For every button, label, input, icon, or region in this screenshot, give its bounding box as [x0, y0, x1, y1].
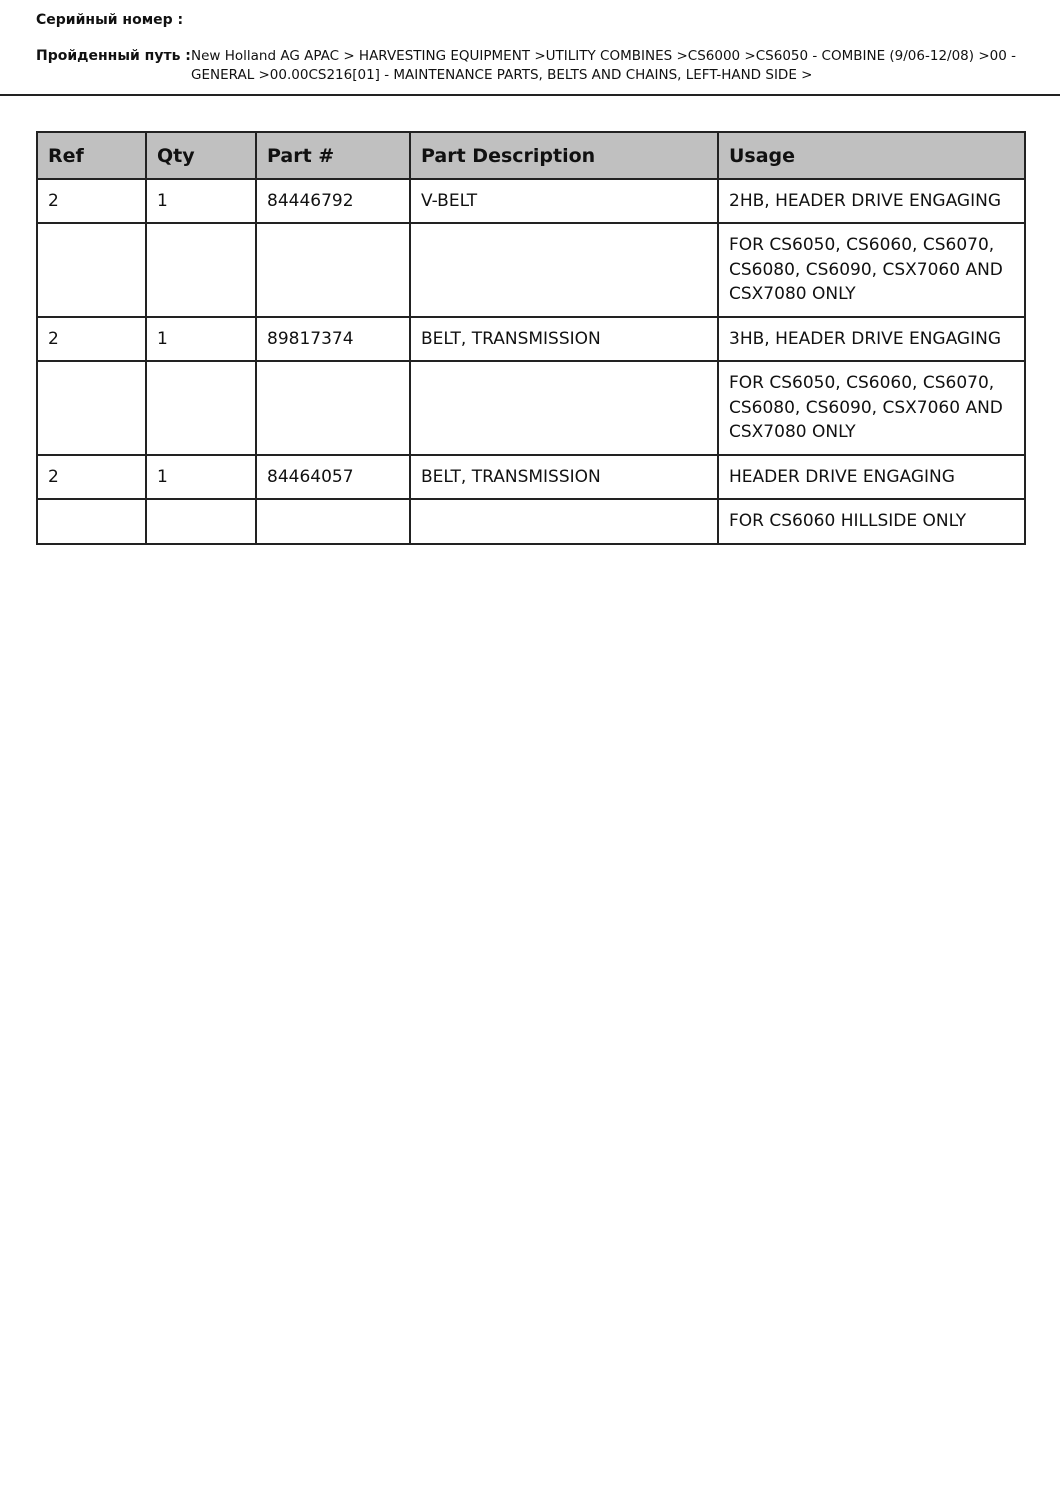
column-header-usage: Usage	[718, 132, 1025, 179]
part-description-cell	[410, 223, 718, 317]
part-number-cell	[256, 361, 410, 455]
table-row	[37, 361, 1025, 455]
breadcrumb	[36, 47, 1026, 85]
usage-cell: 3HB, HEADER DRIVE ENGAGING	[718, 317, 1025, 362]
qty-cell: 1	[146, 455, 256, 500]
part-number-cell: 84446792	[256, 179, 410, 224]
qty-cell: 1	[146, 317, 256, 362]
ref-cell	[37, 223, 146, 317]
qty-cell: 1	[146, 179, 256, 224]
qty-cell	[146, 499, 256, 544]
part-number-cell: 84464057	[256, 455, 410, 500]
part-description-cell: BELT, TRANSMISSION	[410, 317, 718, 362]
document-header	[36, 10, 1026, 85]
part-number-cell: 89817374	[256, 317, 410, 362]
parts-table	[36, 131, 1026, 545]
header-divider	[0, 94, 1060, 96]
breadcrumb-path: New Holland AG APAC > HARVESTING EQUIPMENT >UTILITY COMBINES >CS6000 >CS6050 - COMBINE (9/06-12/08) >00 - GENERAL >00.00CS216[01] - MAINTENANCE PARTS, BELTS AND CHAINS, LEFT-HAND SIDE >	[191, 48, 1016, 83]
table-header-row	[37, 132, 1025, 179]
usage-cell: 2HB, HEADER DRIVE ENGAGING	[718, 179, 1025, 224]
ref-cell: 2	[37, 179, 146, 224]
usage-cell: FOR CS6060 HILLSIDE ONLY	[718, 499, 1025, 544]
qty-cell	[146, 223, 256, 317]
column-header-part-number: Part #	[256, 132, 410, 179]
qty-cell	[146, 361, 256, 455]
part-description-cell	[410, 499, 718, 544]
table-row	[37, 317, 1025, 362]
part-number-cell	[256, 499, 410, 544]
part-description-cell: BELT, TRANSMISSION	[410, 455, 718, 500]
table-row	[37, 499, 1025, 544]
breadcrumb-label: Пройденный путь :	[36, 48, 191, 64]
usage-cell: FOR CS6050, CS6060, CS6070, CS6080, CS6090, CSX7060 AND CSX7080 ONLY	[718, 223, 1025, 317]
serial-number-row	[36, 10, 1026, 34]
part-description-cell: V-BELT	[410, 179, 718, 224]
usage-cell: HEADER DRIVE ENGAGING	[718, 455, 1025, 500]
column-header-ref: Ref	[37, 132, 146, 179]
part-number-cell	[256, 223, 410, 317]
usage-cell: FOR CS6050, CS6060, CS6070, CS6080, CS6090, CSX7060 AND CSX7080 ONLY	[718, 361, 1025, 455]
table-row	[37, 455, 1025, 500]
table-row	[37, 179, 1025, 224]
column-header-part-description: Part Description	[410, 132, 718, 179]
column-header-qty: Qty	[146, 132, 256, 179]
table-row	[37, 223, 1025, 317]
ref-cell	[37, 361, 146, 455]
part-description-cell	[410, 361, 718, 455]
ref-cell	[37, 499, 146, 544]
serial-number-label: Серийный номер :	[36, 12, 184, 28]
ref-cell: 2	[37, 317, 146, 362]
ref-cell: 2	[37, 455, 146, 500]
